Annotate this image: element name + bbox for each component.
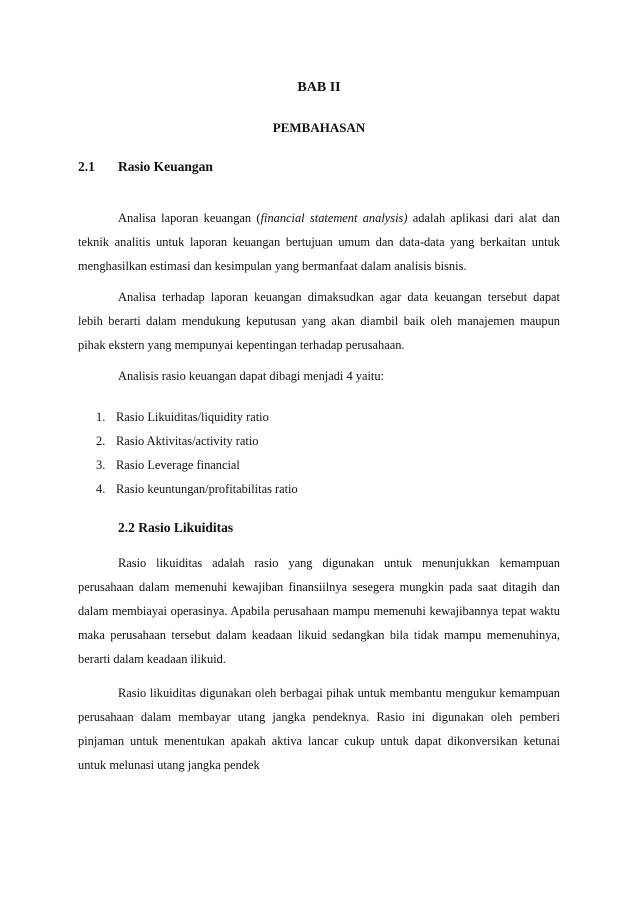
italic-term: financial statement analysis) <box>260 211 408 225</box>
paragraph-rasio-likuiditas-usage: Rasio likuiditas digunakan oleh berbagai pihak untuk membantu mengukur kemampuan perusahaan dalam membayar utang jangka pendeknya. Rasio ini digunakan oleh pemberi pinjaman untuk menentukan apakah aktiva lancar cukup untuk dapat dikonversikan ketunai untuk melunasi utang jangka pendek <box>78 686 560 772</box>
list-text: Rasio Aktivitas/activity ratio <box>116 434 259 448</box>
list-number: 1. <box>96 410 106 424</box>
paragraph-analisa-terhadap: Analisa terhadap laporan keuangan dimaksudkan agar data keuangan tersebut dapat lebih berarti dalam mendukung keputusan yang akan diambil baik oleh manajemen maupun pihak ekstern yang mempunyai kepentingan terhadap perusahaan. <box>78 290 560 352</box>
paragraph-text: adalah aplikasi dari alat dan teknik analitis untuk laporan keuangan bertujuan umum dan data-data yang berkaitan untuk menghasilkan estimasi dan kesimpulan yang bermanfaat dalam analisis bisnis. <box>78 211 560 273</box>
section-number: 2.1 <box>78 159 95 174</box>
paragraph-rasio-likuiditas-definition: Rasio likuiditas adalah rasio yang digunakan untuk menunjukkan kemampuan perusahaan dalam memenuhi kewajiban finansiilnya sesegera mungkin pada saat ditagih dan dalam membiayai operasinya. Apabila perusahaan mampu memenuhi kewajibannya tepat waktu maka perusahaan tersebut dalam keadaan likuid sedangkan bila tidak mampu memenuhinya, berarti dalam keadaan ilikuid. <box>78 556 560 666</box>
list-item <box>96 477 556 501</box>
list-item <box>96 453 556 477</box>
list-item <box>96 429 556 453</box>
list-number: 4. <box>96 482 106 496</box>
list-number: 3. <box>96 458 106 472</box>
paragraph-analisis-rasio: Analisis rasio keuangan dapat dibagi menjadi 4 yaitu: <box>118 369 384 383</box>
paragraph-analisa-laporan <box>78 206 560 278</box>
list-text: Rasio Leverage financial <box>116 458 240 472</box>
section-heading-2-1 <box>78 159 568 175</box>
list-text: Rasio keuntungan/profitabilitas ratio <box>116 482 298 496</box>
chapter-subtitle: PEMBAHASAN <box>272 120 366 135</box>
ratio-list <box>96 405 556 501</box>
paragraph-text: Analisa laporan keuangan ( <box>118 211 261 225</box>
list-number: 2. <box>96 434 106 448</box>
chapter-title: BAB II <box>297 80 341 95</box>
section-heading-2-2: 2.2 Rasio Likuiditas <box>118 520 234 535</box>
section-title: Rasio Keuangan <box>118 159 213 174</box>
list-text: Rasio Likuiditas/liquidity ratio <box>116 410 269 424</box>
list-item <box>96 405 556 429</box>
